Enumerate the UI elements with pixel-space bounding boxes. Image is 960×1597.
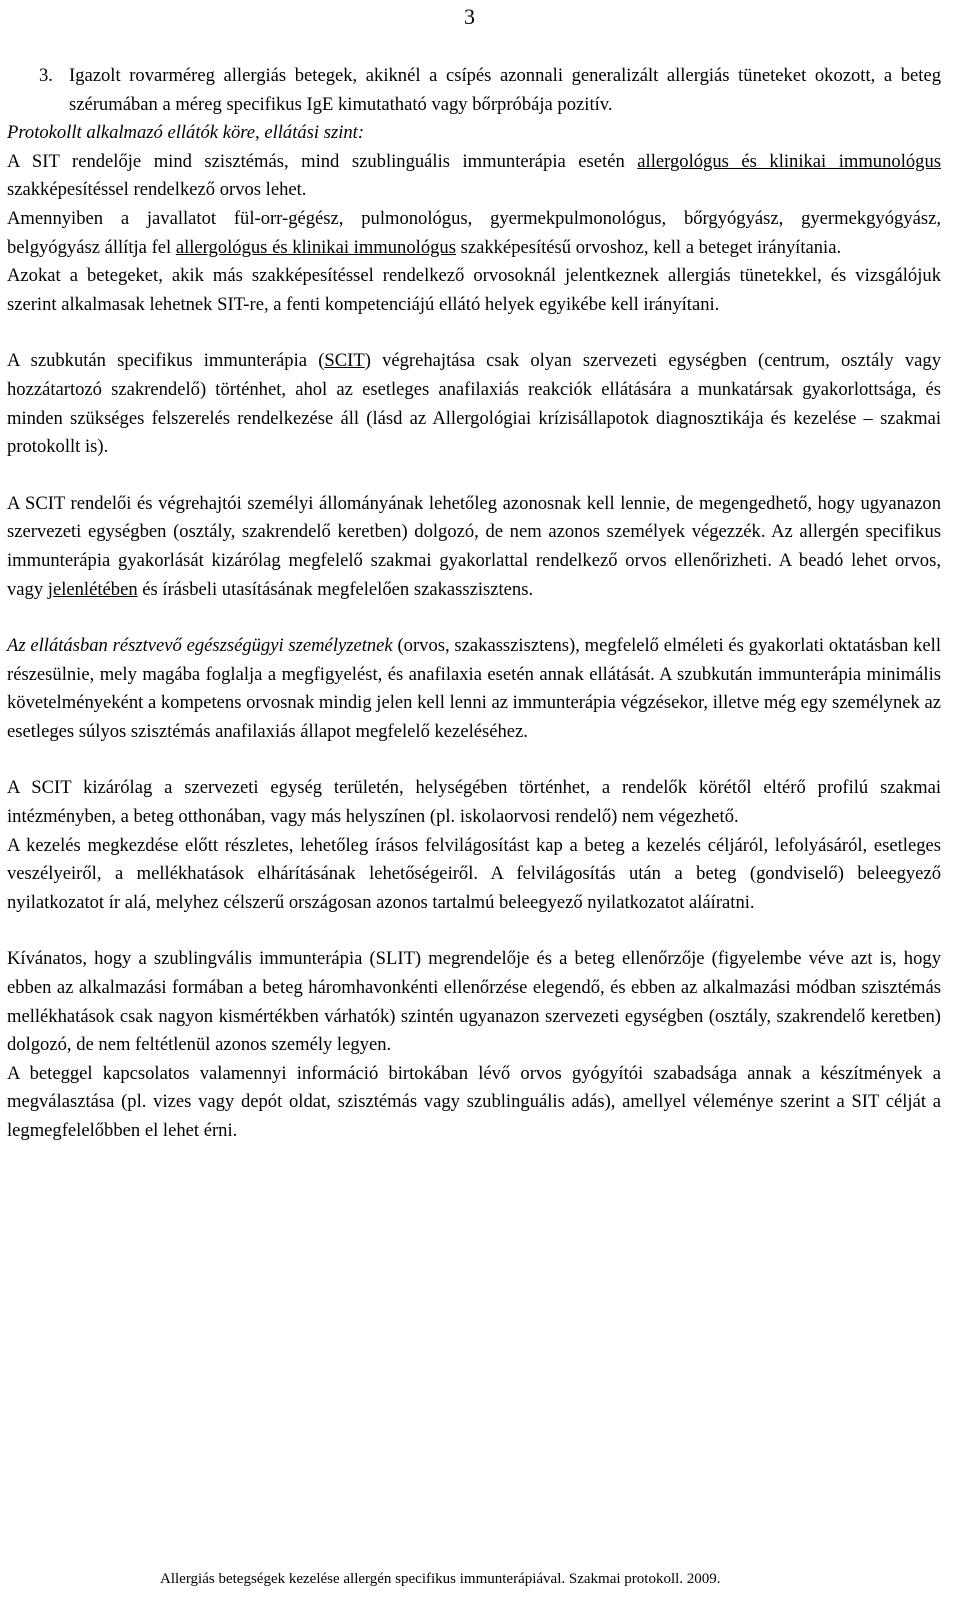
list-item-number: 3. [39, 65, 53, 86]
paragraph-physician-freedom: A beteggel kapcsolatos valamennyi információ birtokában lévő orvos gyógyítói szabadsága annak a készítmények a megválasztása (pl. vizes vagy depót oldat, szisztémás vagy szublinguális adás), amellyel véleménye szerint a SIT célját a legmegfelelőbben el lehet érni. [7, 1062, 941, 1141]
list-item-3 [7, 62, 941, 119]
paragraph-text: (orvos, szakasszisztens), megfelelő elméleti és gyakorlati oktatásban kell részesülnie, mely magába foglalja a megfigyelést, és anafilaxia esetén annak ellátását. A szubkután immunterápia minimális követelményeként a kompetens orvosnak mindig jelen kell lenni az immunterápia végzésekor, illetve még egy személynek az esetleges súlyos szisztémás anafilaxiás állapot megfelelő kezeléséhez. [7, 635, 941, 742]
underlined-text: allergológus és klinikai immunológus [175, 236, 456, 258]
paragraph-scit-staff [7, 490, 941, 604]
document-body [7, 62, 941, 1146]
list-item-text: Igazolt rovarméreg allergiás betegek, akiknél a csípés azonnali generalizált allergiás tüneteket okozott, a beteg szérumában a méreg specifikus IgE kimutatható vagy bőrpróbája pozitív. [69, 65, 941, 115]
paragraph-text: A SIT rendelője mind szisztémás, mind szublinguális immunterápia esetén [7, 150, 638, 172]
paragraph-informed-consent: A kezelés megkezdése előtt részletes, lehetőleg írásos felvilágosítást kap a beteg a kezelés céljáról, lefolyásáról, esetleges veszélyeiről, a mellékhatások elhárításának lehetőségeiről. A felvilágosítás után a beteg (gondviselő) beleegyező nyilatkozatot ír alá, melyhez célszerű országosan azonos tartalmú beleegyező nyilatkozatot aláíratni. [7, 834, 941, 913]
paragraph-text: A SCIT rendelői és végrehajtói személyi állományának lehetőleg azonosnak kell lennie, de megengedhető, hogy ugyanazon szervezeti egységben (osztály, szakrendelő keretben) dolgozó, de nem azonos személyek végezzék. Az allergén specifikus immunterápia gyakorlását kizárólag megfelelő szakmai gyakorlattal rendelkező orvos ellenőrizheti. A beadó lehet orvos, vagy [7, 492, 941, 600]
paragraph-text: A szubkután specifikus immunterápia ( [7, 350, 325, 372]
paragraph-text: szakképesítésű orvoshoz, kell a beteget irányítania. [455, 236, 842, 258]
underlined-text: SCIT [324, 350, 365, 372]
paragraph-scit-execution [7, 347, 941, 461]
paragraph-other-specialists: Azokat a betegeket, akik más szakképesítéssel rendelkező orvosoknál jelentkeznek allergiás tünetekkel, és vizsgálójuk szerint alkalmasak lehetnek SIT-re, a fenti kompetenciájú ellátó helyek egyikébe kell irányítani. [7, 265, 941, 315]
paragraph-text: szakképesítéssel rendelkező orvos lehet. [7, 179, 307, 201]
page-footer: Allergiás betegségek kezelése allergén specifikus immunterápiával. Szakmai protokoll. 2009. [160, 1571, 721, 1587]
paragraph-text: ) végrehajtása csak olyan szervezeti egységben (centrum, osztály vagy hozzátartozó szakrendelő) történhet, ahol az esetleges anafilaxiás reakciók ellátására a munkatársak gyakorlottsága, és minden szükséges felszerelés rendelkezése áll (lásd az Allergológiai krízisállapotok diagnosztikája és kezelése – szakmai protokollt is). [7, 350, 941, 458]
paragraph-text: és írásbeli utasításának megfelelően szakasszisztens. [137, 578, 534, 600]
paragraph-sit-prescriber [7, 148, 941, 205]
paragraph-text: Amennyiben a javallatot fül-orr-gégész, pulmonológus, gyermekpulmonológus, bőrgyógyász, gyermekgyógyász, belgyógyász állítja fel [7, 207, 941, 258]
underlined-text: jelenlétében [47, 578, 138, 600]
paragraph-staff-training [7, 632, 941, 746]
italic-text: Az ellátásban résztvevő egészségügyi személyzetnek [7, 635, 393, 657]
underlined-text: allergológus és klinikai immunológus [637, 150, 941, 172]
paragraph-slit: Kívánatos, hogy a szublingvális immunterápia (SLIT) megrendelője és a beteg ellenőrzője (figyelembe véve azt is, hogy ebben az alkalmazási formában a beteg háromhavonkénti ellenőrzése elegendő, és ebben az alkalmazási módban szisztémás mellékhatások csak nagyon kismértékben várhatók) szintén ugyanazon szervezeti egységben (osztály, szakrendelő keretben) dolgozó, de nem feltétlenül azonos személy legyen. [7, 948, 941, 1056]
section-heading: Protokollt alkalmazó ellátók köre, ellátási szint: [7, 122, 365, 144]
page-number: 3 [464, 4, 475, 29]
paragraph-referral [7, 205, 941, 262]
paragraph-scit-location: A SCIT kizárólag a szervezeti egység területén, helységében történhet, a rendelők körétől eltérő profilú szakmai intézményben, a beteg otthonában, vagy más helyszínen (pl. iskolaorvosi rendelő) nem végezhető. [7, 777, 941, 828]
